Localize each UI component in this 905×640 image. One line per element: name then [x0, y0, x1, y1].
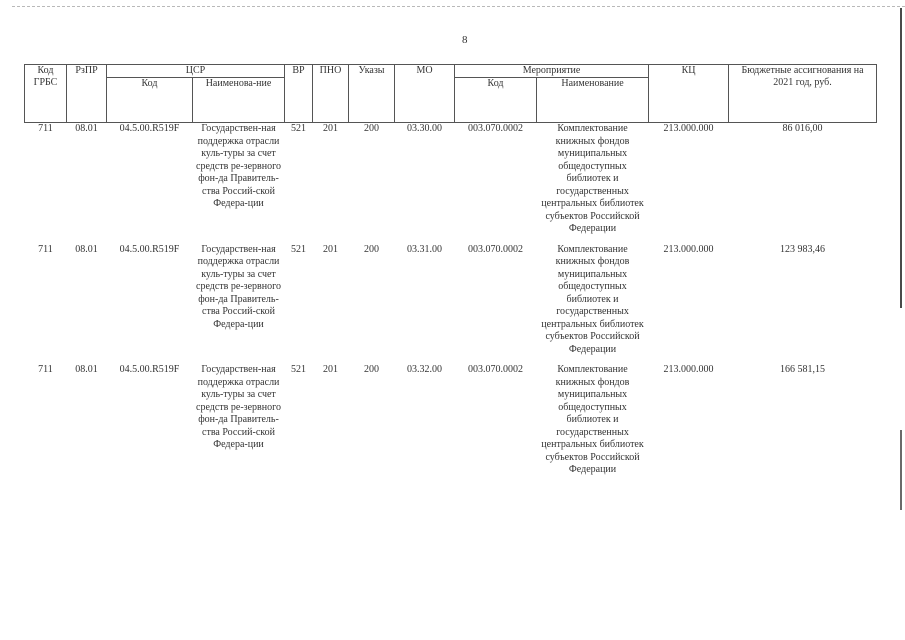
- cell-ukazy: 200: [364, 123, 380, 134]
- header-rzpr: РзПР: [67, 65, 107, 123]
- header-pno: ПНО: [313, 65, 349, 123]
- cell-csr-name: Государствен-ная поддержка отрасли куль-туры за счет средств ре-зервного фон-да Правитель-ства Россий-ской Федера-ции: [196, 243, 281, 330]
- budget-table: [24, 64, 877, 477]
- header-kc: КЦ: [649, 65, 729, 123]
- header-mo: МО: [395, 65, 455, 123]
- cell-grbs: 711: [38, 243, 53, 255]
- cell-amount: 123 983,46: [780, 243, 826, 255]
- cell-event-name: Комплектование книжных фондов муниципальных общедоступных библиотек и государственных центральных библиотек субъектов Российской Федерации: [541, 243, 644, 355]
- cell-csr-kod: 04.5.00.R519F: [119, 243, 180, 255]
- cell-event-name: Комплектование книжных фондов муниципальных общедоступных библиотек и государственных центральных библиотек субъектов Российской Федерации: [541, 123, 644, 234]
- header-event: Мероприятие: [455, 65, 649, 78]
- cell-grbs: 711: [38, 364, 53, 375]
- cell-csr-name: Государствен-ная поддержка отрасли куль-туры за счет средств ре-зервного фон-да Правитель-ства Россий-ской Федера-ции: [196, 364, 281, 450]
- header-event-name: Наименование: [537, 78, 649, 123]
- cell-ukazy: 200: [364, 364, 380, 375]
- page-number: 8: [462, 34, 468, 46]
- cell-event-name: Комплектование книжных фондов муниципальных общедоступных библиотек и государственных центральных библиотек субъектов Российской Федерации: [541, 364, 644, 475]
- cell-csr-name: Государствен-ная поддержка отрасли куль-туры за счет средств ре-зервного фон-да Правитель-ства Россий-ской Федера-ции: [196, 123, 281, 209]
- cell-mo: 03.32.00: [407, 364, 443, 375]
- row-spacer: [25, 236, 877, 244]
- cell-amount: 166 581,15: [780, 364, 826, 375]
- scan-right-edge: [900, 8, 902, 308]
- header-kod-grbs: Код ГРБС: [25, 65, 67, 123]
- cell-mo: 03.31.00: [407, 243, 443, 255]
- cell-csr-kod: 04.5.00.R519F: [119, 364, 180, 375]
- cell-pno: 201: [323, 123, 339, 134]
- cell-pno: 201: [323, 364, 339, 375]
- cell-vr: 521: [291, 123, 307, 134]
- header-vr: ВР: [285, 65, 313, 123]
- cell-amount: 86 016,00: [782, 123, 823, 134]
- cell-rzpr: 08.01: [75, 243, 98, 255]
- cell-kc: 213.000.000: [663, 243, 714, 255]
- cell-rzpr: 08.01: [75, 123, 98, 134]
- table-row: [25, 123, 877, 236]
- cell-kc: 213.000.000: [663, 364, 714, 375]
- scan-top-edge: [12, 6, 905, 7]
- cell-grbs: 711: [38, 123, 53, 134]
- table-header-row: [25, 65, 877, 78]
- cell-vr: 521: [291, 364, 307, 375]
- scan-right-edge-lower: [900, 430, 902, 510]
- header-ukazy: Указы: [349, 65, 395, 123]
- cell-event-kod: 003.070.0002: [468, 364, 524, 375]
- cell-pno: 201: [323, 243, 339, 255]
- cell-rzpr: 08.01: [75, 364, 98, 375]
- header-event-kod: Код: [455, 78, 537, 123]
- cell-kc: 213.000.000: [663, 123, 714, 134]
- row-spacer: [25, 356, 877, 364]
- cell-mo: 03.30.00: [407, 123, 443, 134]
- cell-ukazy: 200: [364, 243, 380, 255]
- header-csr-kod: Код: [107, 78, 193, 123]
- cell-event-kod: 003.070.0002: [468, 123, 524, 134]
- cell-csr-kod: 04.5.00.R519F: [119, 123, 180, 134]
- table-row: [25, 244, 877, 357]
- header-budget: Бюджетные ассигнования на 2021 год, руб.: [729, 65, 877, 123]
- header-csr: ЦСР: [107, 65, 285, 78]
- cell-vr: 521: [291, 243, 307, 255]
- table-row: [25, 364, 877, 477]
- header-csr-name: Наименова-ние: [193, 78, 285, 123]
- cell-event-kod: 003.070.0002: [468, 243, 524, 255]
